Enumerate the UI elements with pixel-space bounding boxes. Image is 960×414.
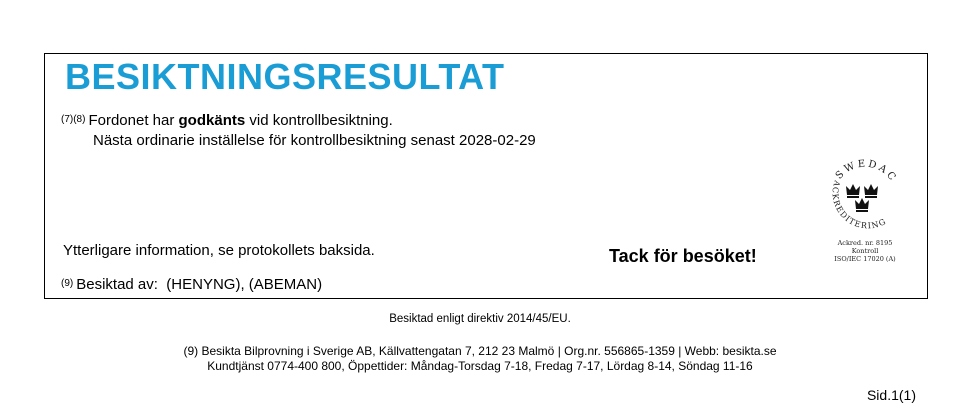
swedac-accreditation-seal — [817, 150, 913, 268]
next-inspection-deadline: Nästa ordinarie inställelse för kontrollbesiktning senast 2028-02-29 — [93, 132, 536, 149]
reference-note: (9) — [61, 278, 74, 289]
inspector-line — [61, 276, 322, 293]
swedac-seal-icon — [817, 150, 913, 268]
reference-note: (7)(8) — [61, 114, 86, 125]
inspector-names: (HENYNG), (ABEMAN) — [166, 276, 323, 293]
inspector-label: Besiktad av: — [76, 276, 158, 293]
seal-standard: ISO/IEC 17020 (A) — [834, 255, 896, 263]
seal-scope: Kontroll — [851, 247, 879, 255]
approval-text-start: Fordonet har — [88, 112, 179, 129]
svg-text:SWEDAC — [834, 159, 899, 185]
inspection-result-box — [44, 53, 928, 299]
thank-you-message: Tack för besöket! — [609, 246, 757, 266]
customer-service-hours: Kundtjänst 0774-400 800, Öppettider: Måndag-Torsdag 7-18, Fredag 7-17, Lördag 8-14, Söndag 11-16 — [207, 359, 753, 373]
seal-ring-text: ACKREDITERING — [830, 179, 889, 231]
seal-top-text: SWEDAC — [833, 158, 899, 185]
directive-note: Besiktad enligt direktiv 2014/45/EU. — [389, 313, 571, 325]
three-crowns-icon — [846, 184, 878, 212]
approval-statement — [61, 112, 393, 129]
seal-accreditation-number: Ackred. nr. 8195 — [837, 239, 893, 247]
result-title: BESIKTNINGSRESULTAT — [65, 56, 505, 97]
approval-status: godkänts — [178, 112, 246, 129]
approval-text-end: vid kontrollbesiktning. — [245, 112, 393, 129]
more-info-note: Ytterligare information, se protokollets baksida. — [63, 242, 375, 259]
company-info: (9) Besikta Bilprovning i Sverige AB, Källvattengatan 7, 212 23 Malmö | Org.nr. 556865-1359 | Webb: besikta.se — [183, 344, 777, 358]
page-number: Sid.1(1) — [866, 387, 916, 403]
